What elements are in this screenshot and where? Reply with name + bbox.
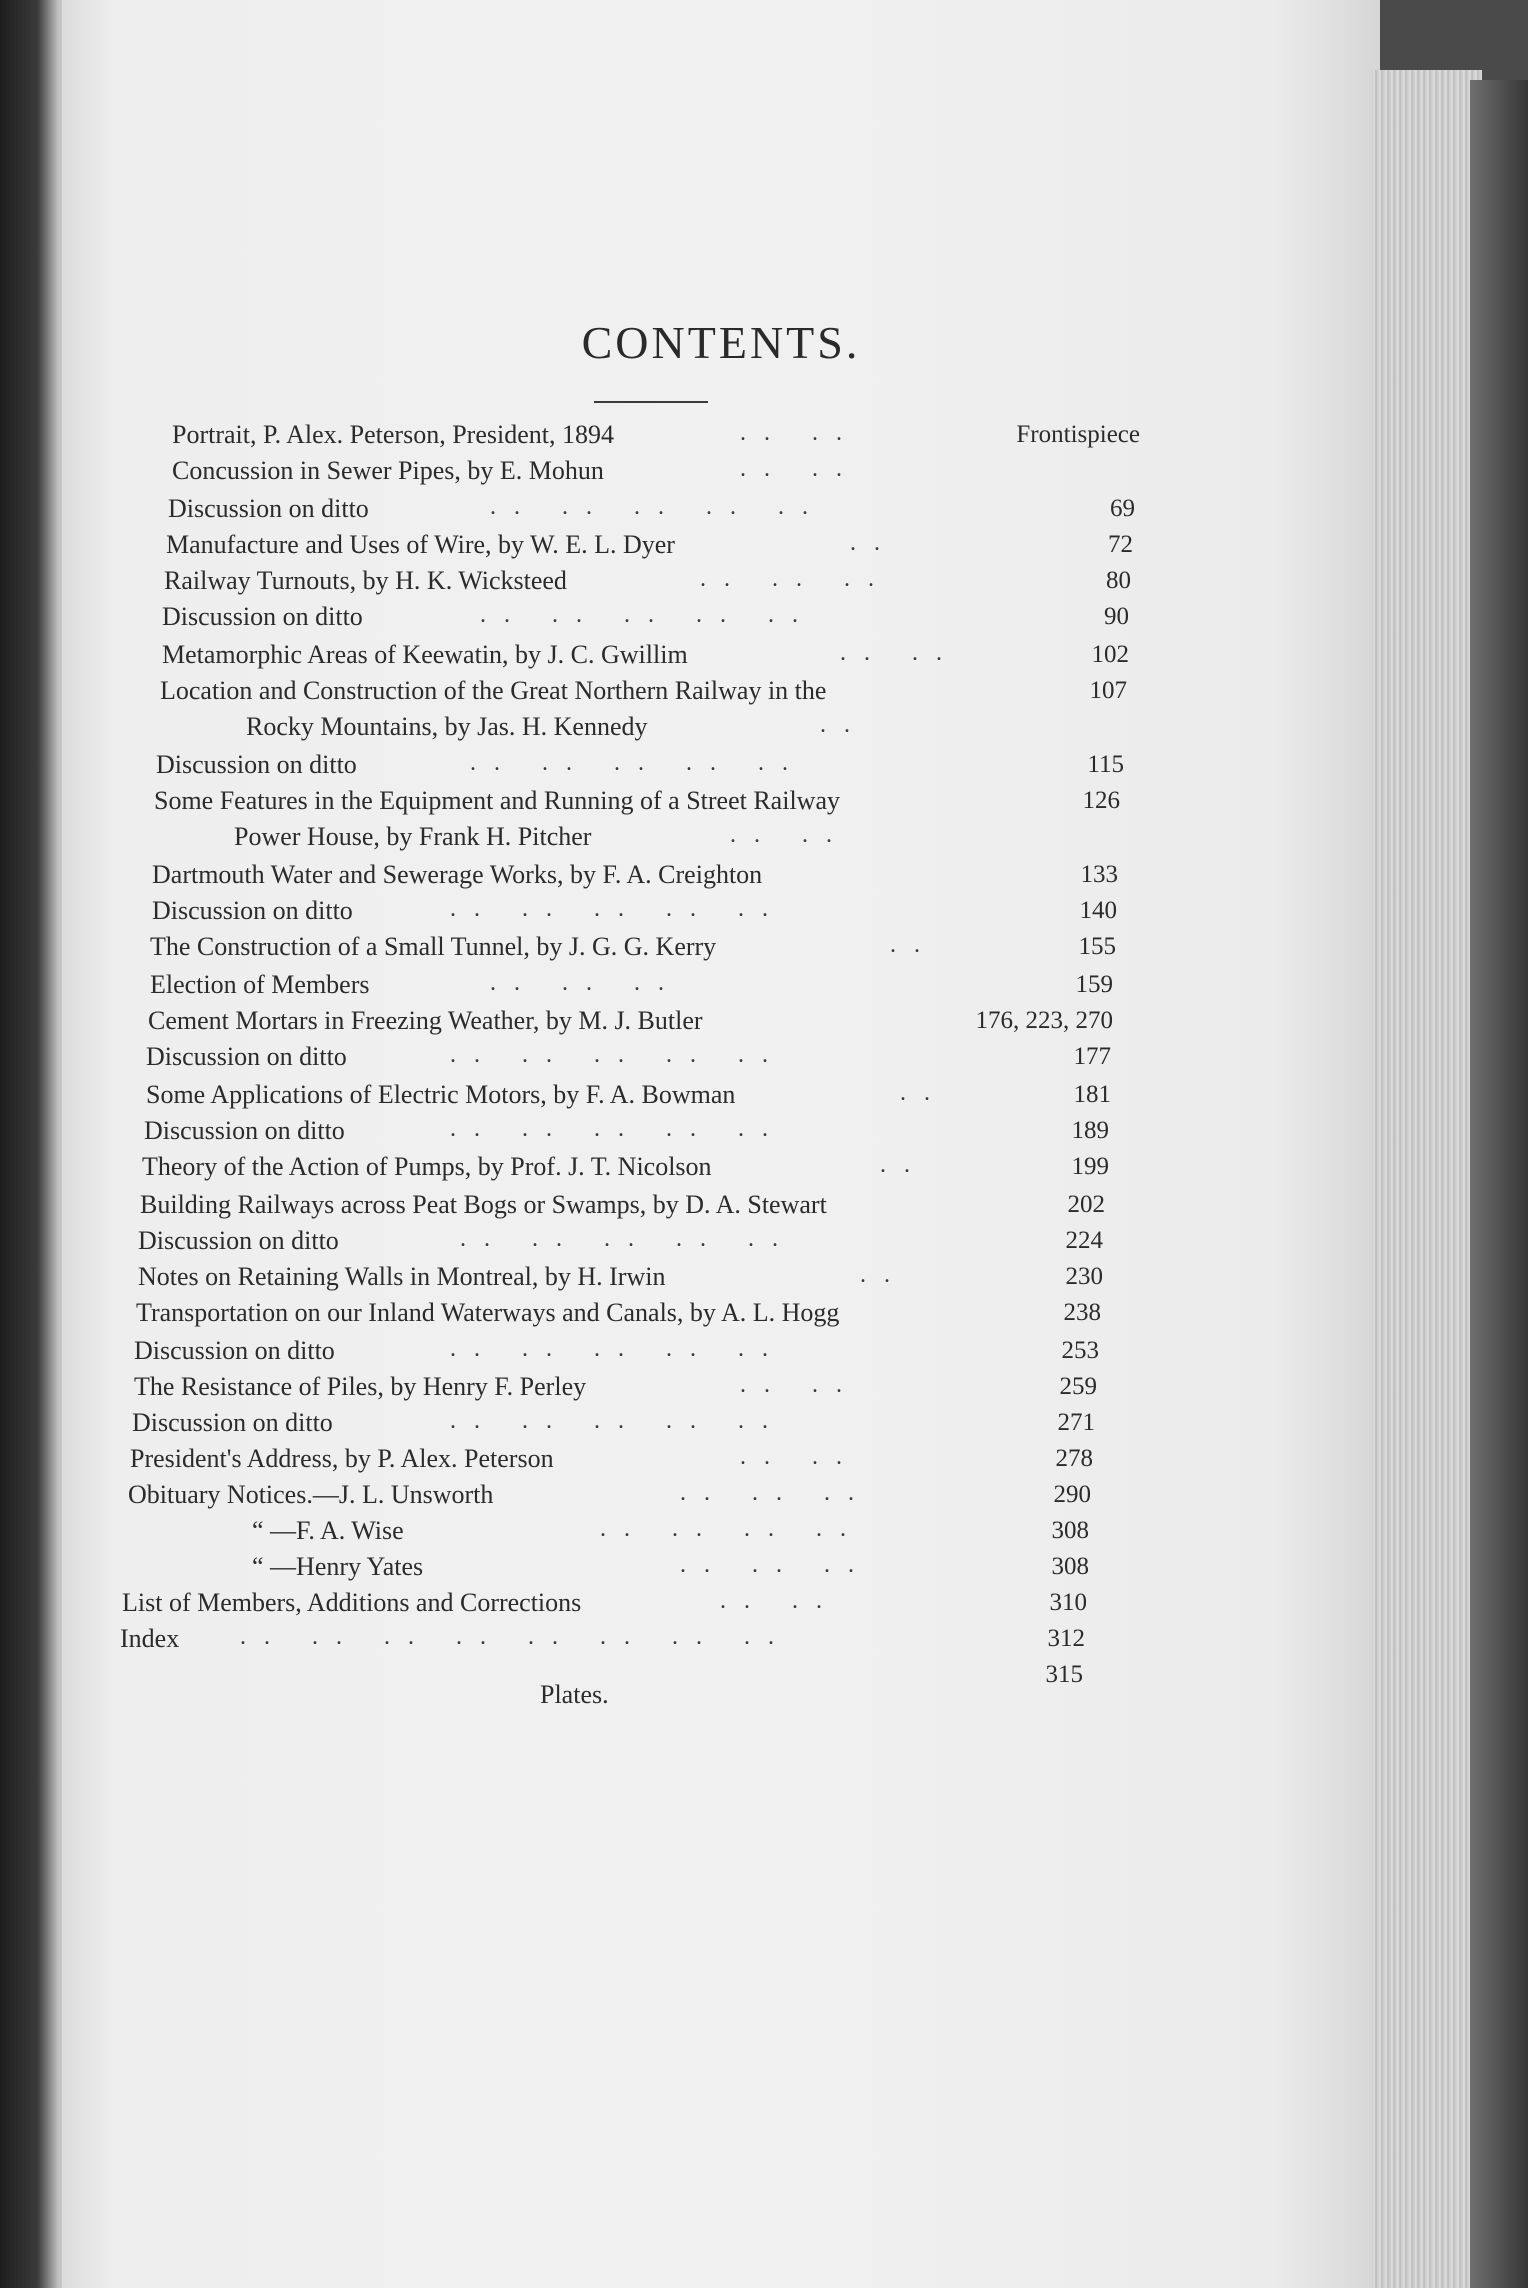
contents-entry-page: 80 — [1106, 567, 1131, 594]
dot-leader: .. .. — [740, 420, 860, 446]
contents-entry-page: 133 — [1080, 861, 1118, 888]
dot-leader: .. .. .. — [700, 566, 892, 592]
contents-entry-page: 107 — [1089, 677, 1127, 704]
contents-entry-title: Discussion on ditto — [152, 896, 353, 925]
contents-entry-title: Metamorphic Areas of Keewatin, by J. C. Gwillim — [162, 640, 688, 669]
plates-label: Plates. — [540, 1680, 609, 1709]
contents-entry-title: The Resistance of Piles, by Henry F. Perley — [134, 1372, 587, 1401]
contents-entry-title: Dartmouth Water and Sewerage Works, by F. A. Creighton — [152, 860, 763, 889]
dot-leader: .. .. — [740, 456, 860, 482]
contents-entry-page: 312 — [1047, 1625, 1085, 1652]
contents-entry-page: 155 — [1078, 933, 1116, 960]
contents-entry-page: 310 — [1049, 1589, 1087, 1616]
contents-entry-title: Discussion on ditto — [144, 1116, 345, 1145]
contents-entry-page: 189 — [1071, 1117, 1109, 1144]
contents-entry-title: List of Members, Additions and Corrections — [122, 1588, 582, 1617]
contents-entry-title: Manufacture and Uses of Wire, by W. E. L. Dyer — [166, 530, 675, 559]
contents-entry-page: 177 — [1073, 1043, 1111, 1070]
contents-entry-page: 308 — [1051, 1517, 1089, 1544]
dot-leader: .. .. .. .. .. — [450, 1042, 786, 1068]
dot-leader: .. .. .. — [680, 1552, 872, 1578]
dot-leader: .. .. — [740, 1444, 860, 1470]
contents-entry-title: Discussion on ditto — [168, 494, 369, 523]
contents-entry-page: 159 — [1075, 971, 1113, 998]
page-title: CONTENTS. — [581, 317, 861, 368]
contents-entry-title: Some Applications of Electric Motors, by F. A. Bowman — [146, 1080, 736, 1109]
contents-entry-title: Index — [120, 1624, 180, 1653]
contents-entry-page: 230 — [1065, 1263, 1103, 1290]
dot-leader: .. .. .. — [680, 1480, 872, 1506]
contents-entry-title: Building Railways across Peat Bogs or Swamps, by D. A. Stewart — [140, 1190, 827, 1219]
dot-leader: .. .. .. .. .. — [480, 602, 816, 628]
dot-leader: .. — [890, 932, 938, 958]
contents-entry-title: Some Features in the Equipment and Running of a Street Railway — [154, 786, 840, 815]
contents-entry-page: 202 — [1067, 1191, 1105, 1218]
contents-entry-page: 315 — [1045, 1661, 1083, 1688]
contents-entry-title: Transportation on our Inland Waterways and Canals, by A. L. Hogg — [136, 1298, 840, 1327]
contents-entry-title: “ —F. A. Wise — [252, 1516, 404, 1545]
dot-leader: .. .. .. .. .. — [450, 1116, 786, 1142]
contents-entry-page: 259 — [1059, 1373, 1097, 1400]
contents-entry-title: Discussion on ditto — [156, 750, 357, 779]
dot-leader: .. .. .. .. .. .. .. .. — [240, 1624, 792, 1650]
contents-entry-title: Rocky Mountains, by Jas. H. Kennedy — [246, 712, 648, 741]
dot-leader: .. .. — [840, 640, 960, 666]
dot-leader: .. .. .. .. .. — [450, 1408, 786, 1434]
contents-entry-page: 271 — [1057, 1409, 1095, 1436]
dot-leader: .. .. .. .. .. — [450, 896, 786, 922]
contents-entry-title: Discussion on ditto — [146, 1042, 347, 1071]
contents-entry-page: 126 — [1082, 787, 1120, 814]
dot-leader: .. — [900, 1080, 948, 1106]
contents-entry-title: The Construction of a Small Tunnel, by J. G. G. Kerry — [150, 932, 717, 961]
contents-entry-page: 181 — [1073, 1081, 1111, 1108]
contents-entry-title: Notes on Retaining Walls in Montreal, by H. Irwin — [138, 1262, 666, 1291]
contents-entry-page: 224 — [1065, 1227, 1103, 1254]
contents-entry-title: “ —Henry Yates — [252, 1552, 424, 1581]
dot-leader: .. .. .. .. .. — [450, 1336, 786, 1362]
contents-entry-page: 199 — [1071, 1153, 1109, 1180]
contents-entry-page: 69 — [1110, 495, 1135, 522]
contents-entry-title: Election of Members — [150, 970, 370, 999]
contents-entry-title: Concussion in Sewer Pipes, by E. Mohun — [172, 456, 604, 485]
contents-entry-page: 90 — [1104, 603, 1129, 630]
contents-entry-page: 102 — [1091, 641, 1129, 668]
dot-leader: .. .. — [730, 822, 850, 848]
contents-entry-title: Obituary Notices.—J. L. Unsworth — [128, 1480, 494, 1509]
contents-entry-page: 253 — [1061, 1337, 1099, 1364]
contents-entry-page: 238 — [1063, 1299, 1101, 1326]
dot-leader: .. — [860, 1262, 908, 1288]
dot-leader: .. .. .. .. .. — [460, 1226, 796, 1252]
dot-leader: .. .. — [720, 1588, 840, 1614]
contents-entry-page: 290 — [1053, 1481, 1091, 1508]
contents-entry-page: 278 — [1055, 1445, 1093, 1472]
contents-entry-title: Discussion on ditto — [134, 1336, 335, 1365]
contents-entry-title: President's Address, by P. Alex. Peterson — [130, 1444, 554, 1473]
dot-leader: .. .. .. — [490, 970, 682, 996]
contents-entry-page: Frontispiece — [1016, 421, 1140, 448]
contents-entry-title: Railway Turnouts, by H. K. Wicksteed — [164, 566, 567, 595]
contents-entry-title: Power House, by Frank H. Pitcher — [234, 822, 592, 851]
contents-entry-page: 308 — [1051, 1553, 1089, 1580]
contents-entry-page: 140 — [1079, 897, 1117, 924]
contents-entry-title: Cement Mortars in Freezing Weather, by M. J. Butler — [148, 1006, 703, 1035]
contents-entry-page: 115 — [1087, 751, 1124, 778]
contents-entry-page: 72 — [1108, 531, 1133, 558]
contents-entry-title: Discussion on ditto — [132, 1408, 333, 1437]
dot-leader: .. .. .. .. — [600, 1516, 864, 1542]
dot-leader: .. .. .. .. .. — [490, 494, 826, 520]
contents-entry-title: Portrait, P. Alex. Peterson, President, 1894 — [172, 420, 614, 449]
contents-entry-title: Theory of the Action of Pumps, by Prof. J. T. Nicolson — [142, 1152, 712, 1181]
contents-entry-page: 176, 223, 270 — [975, 1007, 1113, 1034]
contents-entry-title: Discussion on ditto — [162, 602, 363, 631]
dot-leader: .. — [880, 1152, 928, 1178]
dot-leader: .. — [850, 530, 898, 556]
contents-entry-title: Discussion on ditto — [138, 1226, 339, 1255]
contents-entry-title: Location and Construction of the Great Northern Railway in the — [160, 676, 827, 705]
dot-leader: .. .. — [740, 1372, 860, 1398]
dot-leader: .. .. .. .. .. — [470, 750, 806, 776]
dot-leader: .. — [820, 712, 868, 738]
